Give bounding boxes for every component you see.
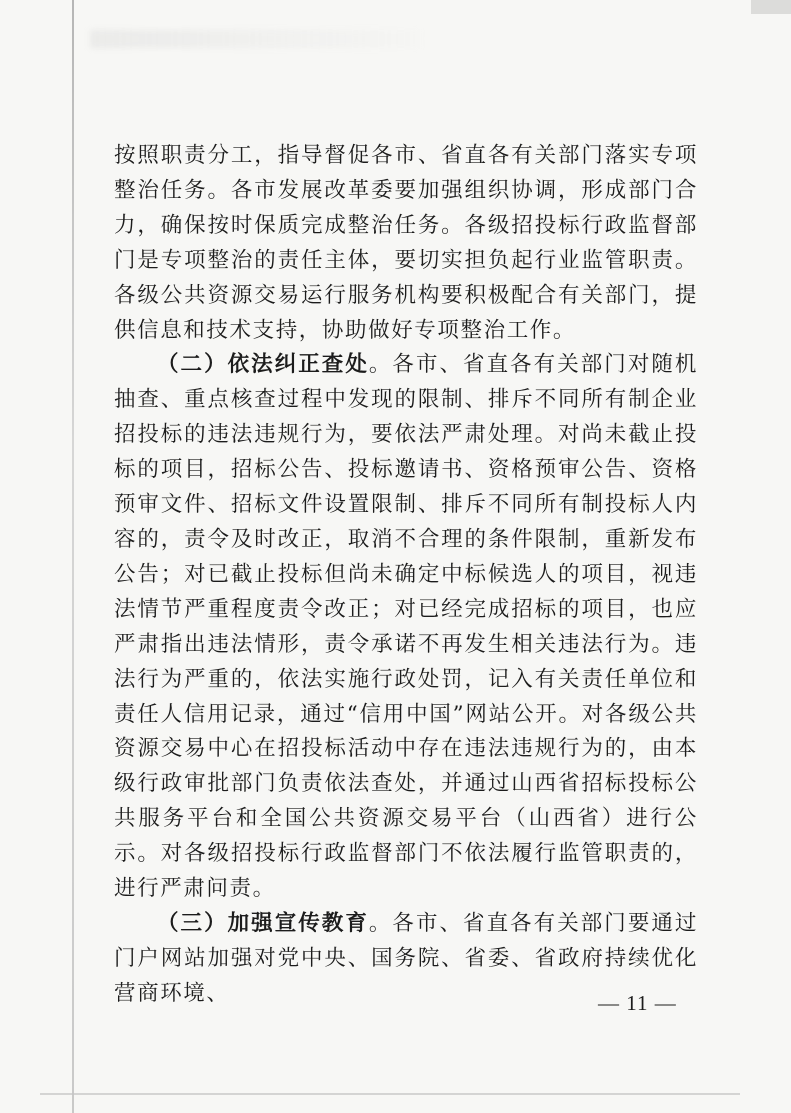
document-body [114, 139, 698, 1012]
paragraph-text: 。各市、省直各有关部门要通过门户网站加强对党中央、国务院、省委、省政府持续优化营商环境、 [114, 910, 699, 1006]
page-number: — 11 — [598, 991, 677, 1015]
paragraph-text: 。各市、省直各有关部门对随机抽查、重点核查过程中发现的限制、排斥不同所有制企业招投标的违法违规行为，要依法严肃处理。对尚未截止投标的项目，招标公告、投标邀请书、资格预审公告、资格预审文件、招标文件设置限制、排斥不同所有制投标人内容的，责令及时改正，取消不合理的条件限制，重新发布公告；对已截止投标但尚未确定中标候选人的项目，视违法情节严重程度责令改正；对已经完成招标的项目，也应严肃指出违法情形，责令承诺不再发生相关违法行为。违法行为严重的，依法实施行政处罚，记入有关责任单位和责任人信用记录，通过“信用中国”网站公开。对各级公共资源交易中心在招投标活动中存在违法违规行为的，由本级行政审批部门负责依法查处，并通过山西省招标投标公共服务平台和全国公共资源交易平台（山西省）进行公示。对各级招投标行政监督部门不依法履行监管职责的，进行严肃问责。 [114, 352, 699, 902]
scan-corner-mark [751, 0, 791, 14]
paragraph-correction [114, 348, 698, 907]
scan-smudge [90, 30, 420, 48]
paragraph-text: 按照职责分工，指导督促各市、省直各有关部门落实专项整治任务。各市发展改革委要加强组织协调，形成部门合力，确保按时保质完成整治任务。各级招投标行政监督部门是专项整治的责任主体，要切实担负起行业监管职责。各级公共资源交易运行服务机构要积极配合有关部门，提供信息和技术支持，协助做好专项整治工作。 [114, 143, 698, 343]
paragraph-continued [114, 139, 698, 348]
scan-left-edge [72, 0, 74, 1113]
section-heading-2: （二）依法纠正查处 [157, 352, 369, 378]
section-heading-3: （三）加强宣传教育 [157, 910, 369, 936]
scan-bottom-edge [40, 1093, 740, 1095]
